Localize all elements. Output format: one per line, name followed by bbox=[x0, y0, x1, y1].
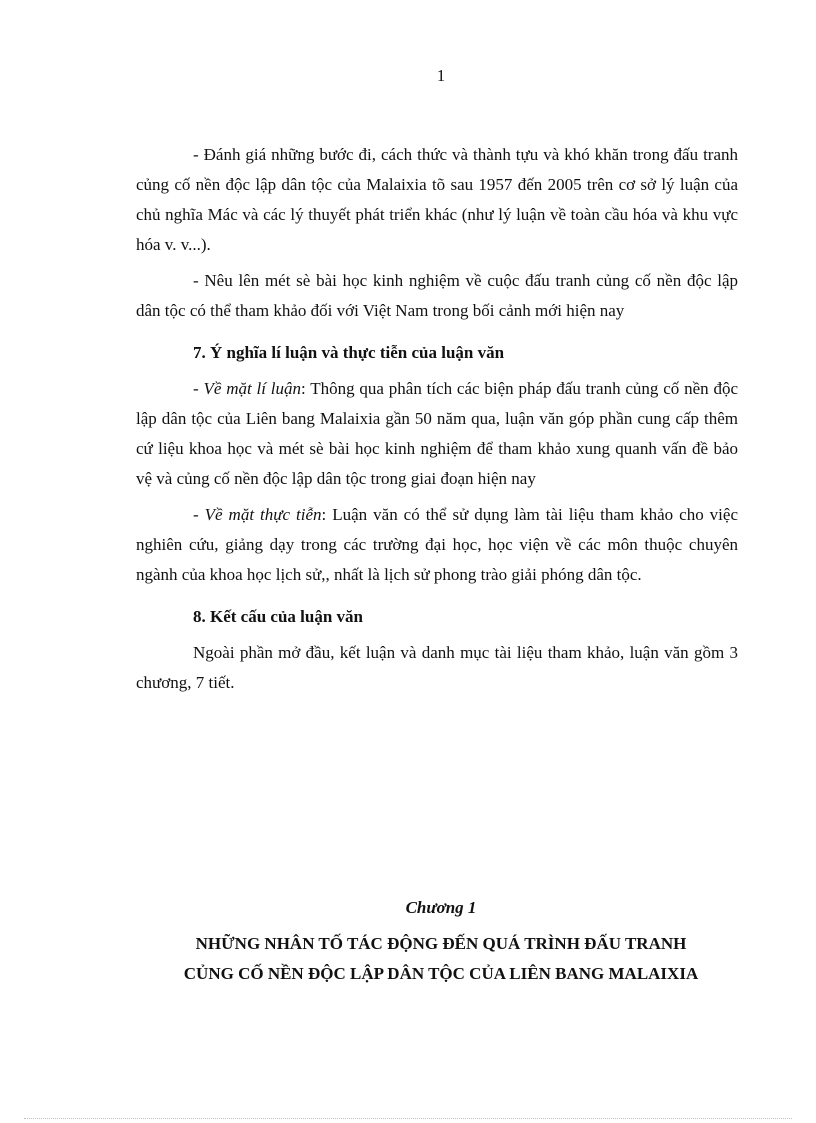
paragraph-theoretical-significance bbox=[136, 374, 738, 494]
chapter-heading bbox=[100, 893, 782, 989]
chapter-title-line-1: NHỮNG NHÂN TỐ TÁC ĐỘNG ĐẾN QUÁ TRÌNH ĐẤU TRANH bbox=[195, 934, 687, 953]
practical-label: - Về mặt thực tiễn bbox=[193, 505, 322, 524]
chapter-label: Chương 1 bbox=[405, 898, 477, 917]
chapter-title-line-2: CỦNG CỐ NỀN ĐỘC LẬP DÂN TỘC CỦA LIÊN BANG MALAIXIA bbox=[183, 964, 699, 983]
page-number: 1 bbox=[436, 66, 446, 85]
section-heading-8: 8. Kết cấu của luận văn bbox=[193, 607, 364, 626]
paragraph-structure: Ngoài phần mở đầu, kết luận và danh mục tài liệu tham khảo, luận văn gồm 3 chương, 7 tiết. bbox=[136, 643, 738, 692]
page-bottom-divider bbox=[24, 1118, 792, 1119]
practical-text: : Luận văn có thể sử dụng làm tài liệu tham khảo cho việc nghiên cứu, giảng dạy trong các trường đại học, học viện về các môn thuộc chuyên ngành của khoa học lịch sử,, nhất là lịch sử phong trào giải phóng dân tộc. bbox=[136, 505, 738, 584]
section-heading-7: 7. Ý nghĩa lí luận và thực tiễn của luận văn bbox=[193, 343, 505, 362]
paragraph-objective-1: - Đánh giá những bước đi, cách thức và thành tựu và khó khăn trong đấu tranh củng cố nền độc lập dân tộc của Malaixia tõ sau 1957 đến 2005 trên cơ sở lý luận của chủ nghĩa Mác và các lý thuyết phát triển khác (như lý luận về toàn cầu hóa và khu vực hóa v. v...). bbox=[136, 145, 738, 254]
theoretical-text: : Thông qua phân tích các biện pháp đấu tranh củng cố nền độc lập dân tộc của Liên bang Malaixia gần 50 năm qua, luận văn góp phần cung cấp thêm cứ liệu khoa học và mét sè bài học kinh nghiệm để tham khảo xung quanh vấn đề bảo vệ và củng cố nền độc lập dân tộc trong giai đoạn hiện nay bbox=[136, 379, 738, 488]
paragraph-objective-2: - Nêu lên mét sè bài học kinh nghiệm về cuộc đấu tranh củng cố nền độc lập dân tộc có thể tham khảo đối với Việt Nam trong bối cảnh mới hiện nay bbox=[136, 271, 738, 320]
paragraph-practical-significance bbox=[136, 500, 738, 590]
theoretical-label: - Về mặt lí luận bbox=[193, 379, 301, 398]
document-body bbox=[136, 140, 738, 698]
